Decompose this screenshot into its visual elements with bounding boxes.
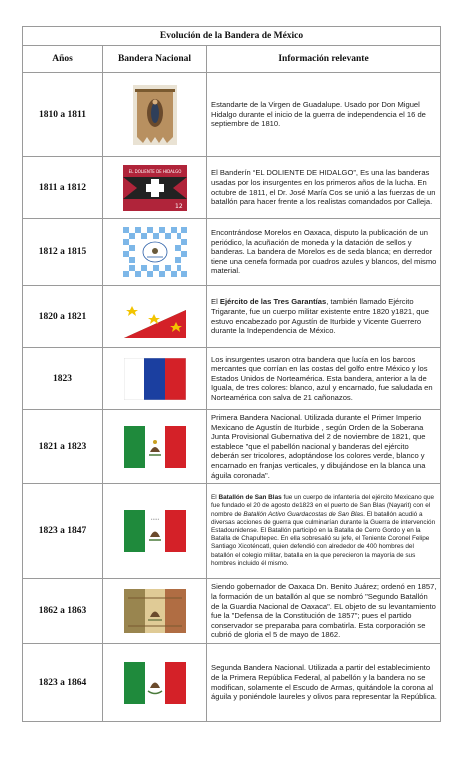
- row-info: Encontrándose Morelos en Oaxaca, disputo la publicación de un periódico, la acuñación de moneda y la datación de sellos y banderas. La bandera de Morelos es de seda blanca; en derredor tiene una cenefa formada por cuadros azules y blancos, del mismo material.: [207, 219, 441, 286]
- row-year: 1821 a 1823: [23, 410, 103, 484]
- table-row: [23, 579, 441, 644]
- table-row: [23, 286, 441, 348]
- table-row: [23, 410, 441, 484]
- batallon-san-blas-flag-icon: [124, 510, 186, 552]
- row-year: 1811 a 1812: [23, 157, 103, 219]
- bold-term: Ejército de las Tres Garantías: [219, 297, 327, 307]
- row-info: Segunda Bandera Nacional. Utilizada a partir del establecimiento de la Primera República Federal, al pabellón y la bandera no se modifican, solamente el Escudo de Armas, quitándole la corona al águila y poniéndole laureles y olivos para representar la República.: [207, 644, 441, 722]
- first-empire-flag-icon: [124, 426, 186, 468]
- row-info: El Banderín “EL DOLIENTE DE HIDALGO”, Es una las banderas usadas por los insurgentes en los primeros años de la lucha. En octubre de 1811, el Dr. José María Cos se unió a las fuerzas de un batallón para hacer frente a los realistas comandados por Calleja.: [207, 157, 441, 219]
- table-title: Evolución de la Bandera de México: [23, 27, 441, 46]
- morelos-flag-icon: [123, 227, 187, 277]
- table-row: [23, 348, 441, 410]
- header-info: Información relevante: [207, 46, 441, 73]
- row-year: 1823 a 1847: [23, 484, 103, 579]
- row-info: Estandarte de la Virgen de Guadalupe. Usado por Don Miguel Hidalgo durante el inicio de la guerra de independencia el 16 de septiembre de 1810.: [207, 73, 441, 157]
- row-info: Siendo gobernador de Oaxaca Dn. Benito Juárez; ordenó en 1857, la formación de un batallón al que se nombró "Segundo Batallón de la Guardia Nacional de Oaxaca". EL objeto de su levantamiento fue la "Defensa de la Constitución de 1857"; pues el partido conservador se preparaba para combatirla. Esta corporación se cubrió de gloria el 5 de mayo de 1862.: [207, 579, 441, 644]
- batallon-guardia-nacional-oaxaca-flag-icon: [124, 589, 186, 633]
- row-year: 1810 a 1811: [23, 73, 103, 157]
- table-row: [23, 644, 441, 722]
- row-info: El Batallón de San Blas fue un cuerpo de infantería del ejército Mexicano que fue fundado el 20 de agosto de1823 en el puerto de San Blas (Nayarit) con el nombre de Batallón Activo Guardacostas de San Blas. El batallón acudió a diversas acciones de guerra que culminarían durante la Guerra de intervención Estadounidense. El Batallón participó en la Batalla de Cerro Gordo y en la Batalla de Chapultepec. En ella sobresalió su jefe, el Teniente Coronel Felipe Santiago Xicoténcatl, quien defendió con alrededor de 400 hombres del batallón el colegio militar, batalla en la que perecieron la mayoría de sus hombres incluido él mismo.: [207, 484, 441, 579]
- second-national-flag-icon: [124, 662, 186, 704]
- header-years: Años: [23, 46, 103, 73]
- row-info: Los insurgentes usaron otra bandera que lucía en los barcos mercantes que corrían en las costas del golfo entre México y los Estados Unidos de Norteamérica. Esta bandera, anterior a la de Iguala, de tres colores: blanco, azul y encarnado, fue saludada en Norteamérica con salva de 21 cañonazos.: [207, 348, 441, 410]
- document-page: [22, 26, 440, 722]
- italic-term: Batallón Activo Guardacostas de San Blas: [243, 510, 364, 518]
- row-year: 1862 a 1863: [23, 579, 103, 644]
- blue-white-red-flag-icon: [124, 358, 186, 400]
- table-row: [23, 484, 441, 579]
- el-doliente-de-hidalgo-flag-icon: [123, 165, 187, 211]
- row-info: Primera Bandera Nacional. Utilizada durante el Primer Imperio Mexicano de Agustín de Iturbide , según Orden de la Soberana Junta Provisional Gubernativa del 2 de noviembre de 1821, que establece "que el pabellón nacional y banderas del ejército deberán ser tricolores, adoptándose los colores verde, blanco y encarnado en franjas verticales, y dibujándose en la blanca una águila coronada".: [207, 410, 441, 484]
- flag-evolution-table: [22, 26, 441, 722]
- header-row: [23, 46, 441, 73]
- table-row: [23, 73, 441, 157]
- row-year: 1823: [23, 348, 103, 410]
- svg-text:•••••: •••••: [150, 517, 159, 522]
- bold-term: Batallón de San Blas: [218, 494, 282, 502]
- svg-text:12: 12: [174, 202, 183, 210]
- flag-text: EL DOLIENTE DE HIDALGO: [128, 168, 181, 174]
- table-row: [23, 219, 441, 286]
- ejercito-trigarante-flag-icon: [124, 296, 186, 338]
- row-year: 1823 a 1864: [23, 644, 103, 722]
- row-year: 1820 a 1821: [23, 286, 103, 348]
- table-row: [23, 157, 441, 219]
- row-info: El Ejército de las Tres Garantías, también llamado Ejército Trigarante, fue un cuerpo militar existente entre 1820 y1821, que estuvo encabezado por Agustín de Iturbide y Vicente Guerrero durante la Independencia de México.: [207, 286, 441, 348]
- virgen-de-guadalupe-banner-icon: [133, 85, 177, 145]
- row-year: 1812 a 1815: [23, 219, 103, 286]
- header-flag: Bandera Nacional: [103, 46, 207, 73]
